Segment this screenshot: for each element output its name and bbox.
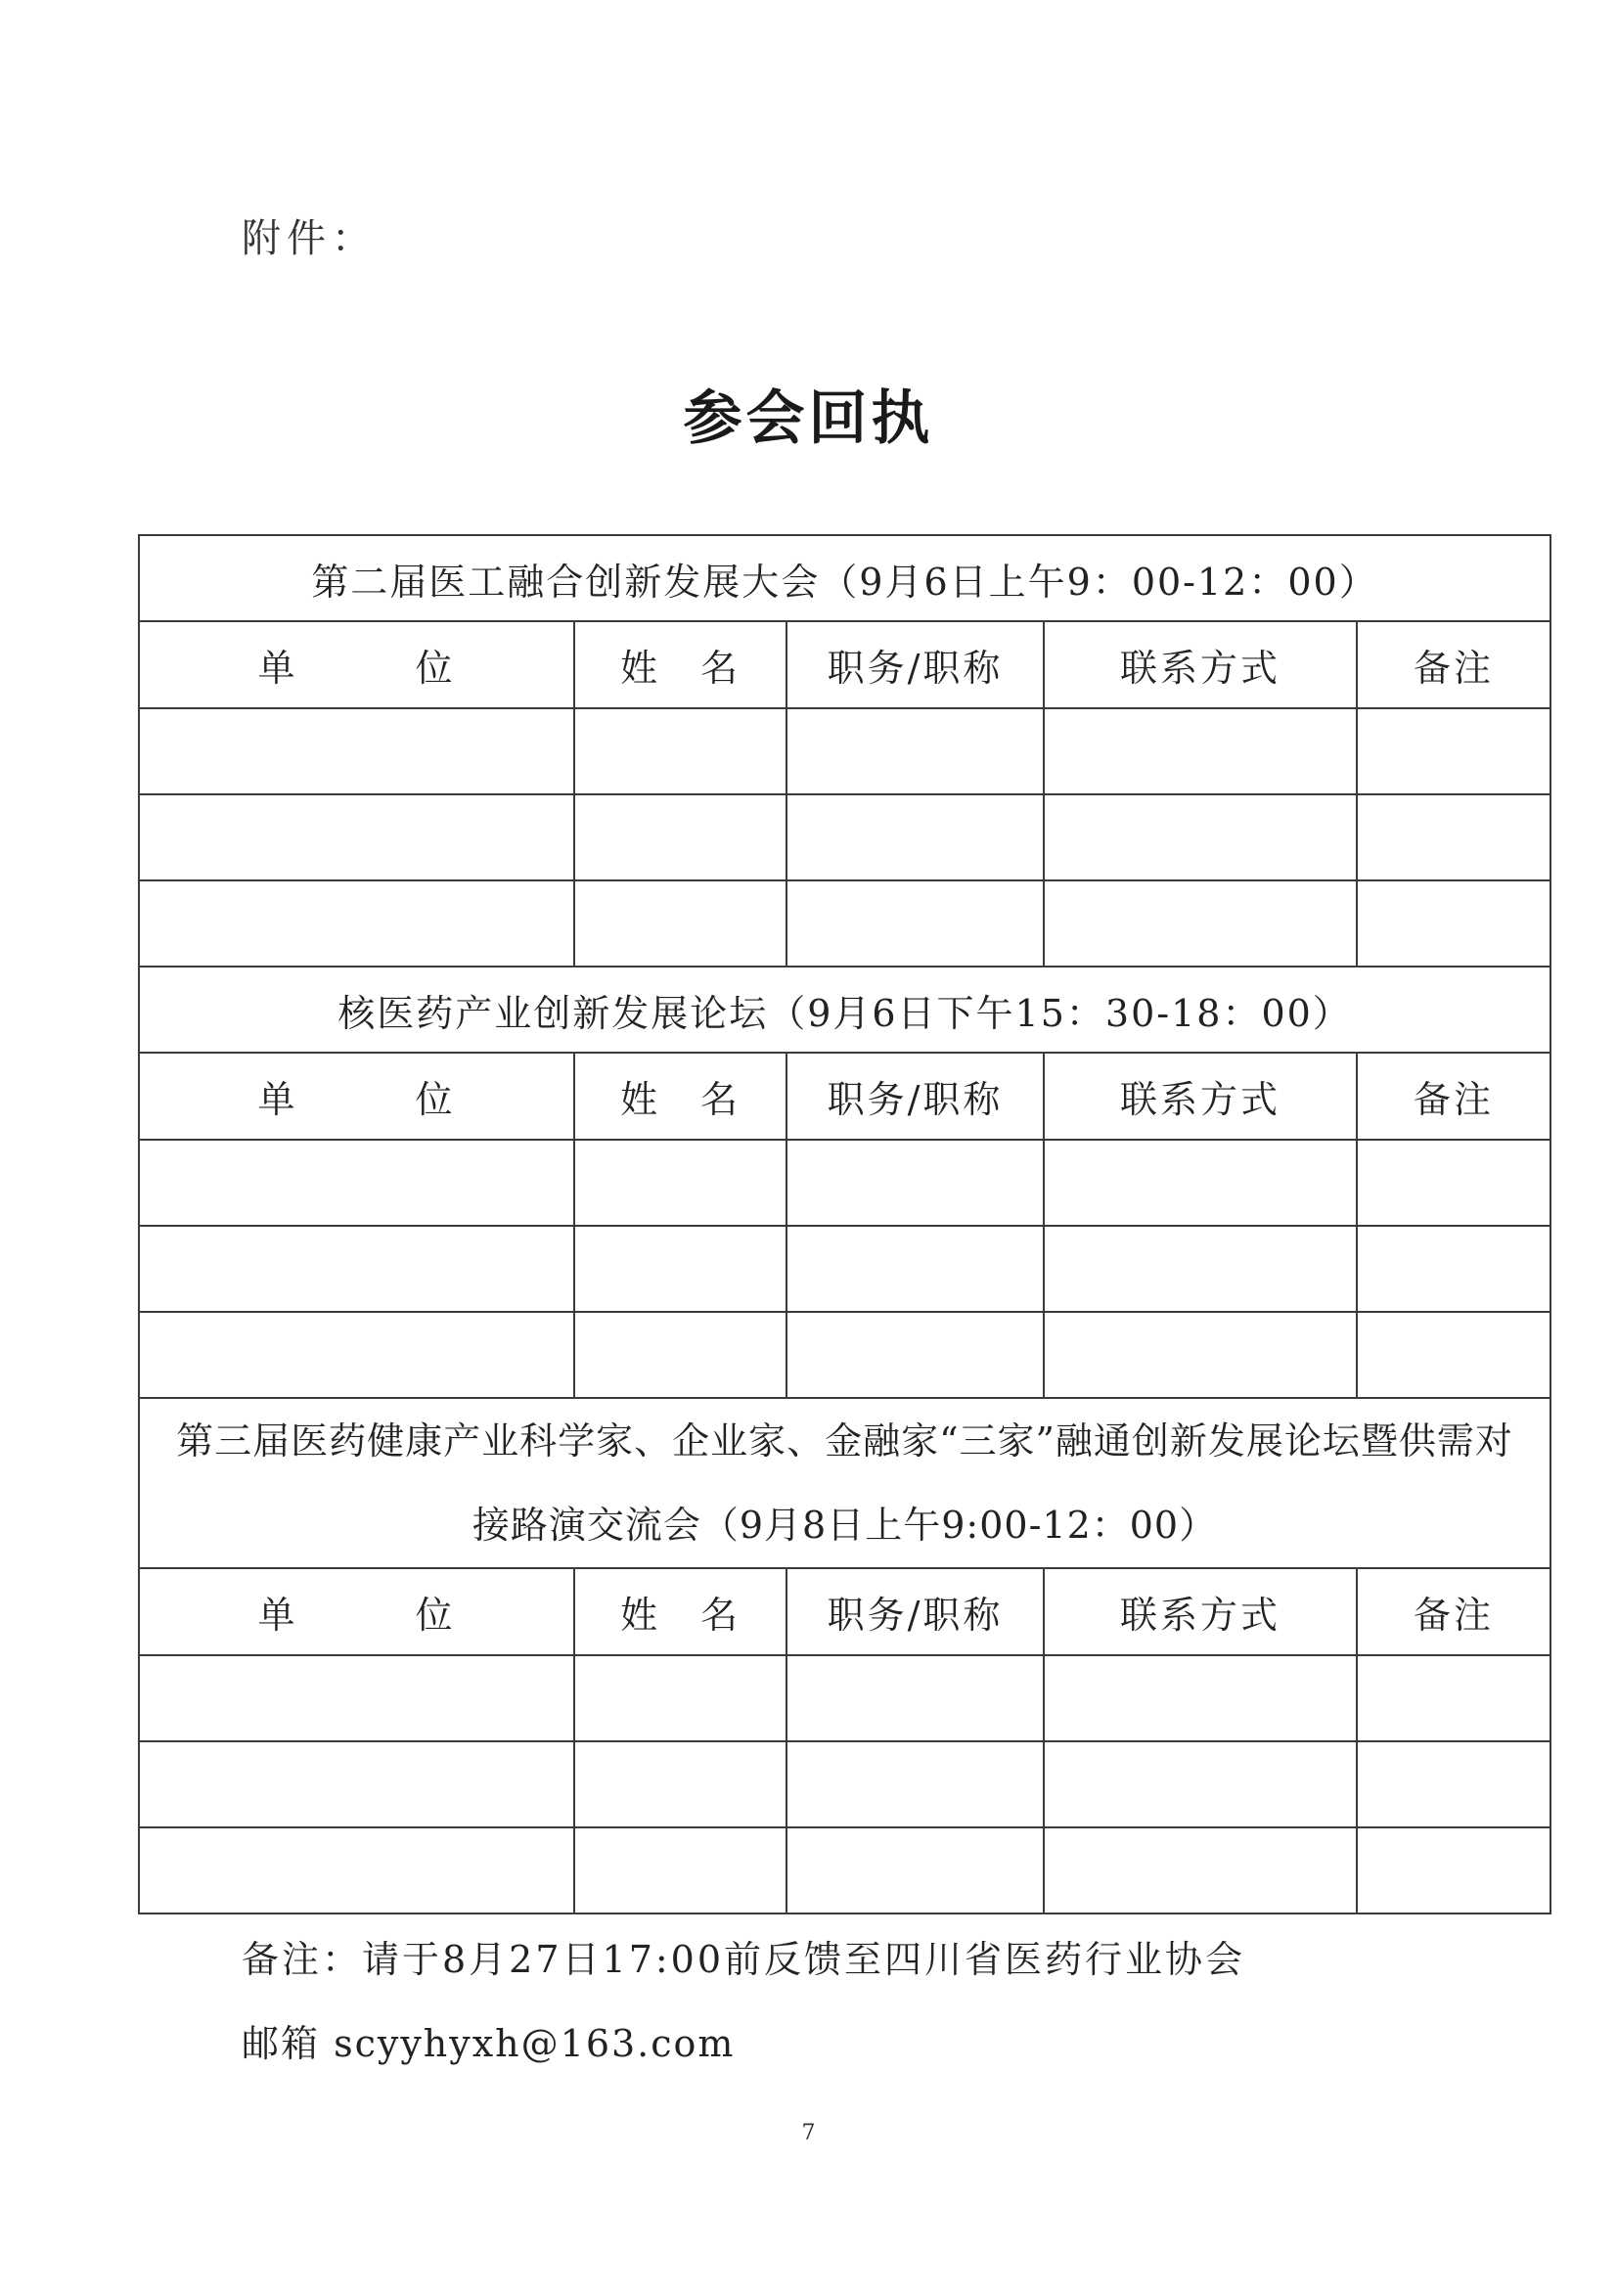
table-row bbox=[139, 1741, 1550, 1827]
name-cell[interactable] bbox=[574, 1226, 786, 1312]
session-2-header-row bbox=[139, 1053, 1550, 1140]
unit-cell[interactable] bbox=[139, 1655, 574, 1741]
position-cell[interactable] bbox=[786, 880, 1044, 967]
remark-cell[interactable] bbox=[1357, 880, 1550, 967]
position-cell[interactable] bbox=[786, 1312, 1044, 1398]
registration-receipt-table bbox=[138, 534, 1551, 1914]
name-cell[interactable] bbox=[574, 1312, 786, 1398]
submission-note: 备注：请于8月27日17:00前反馈至四川省医药行业协会 bbox=[242, 1938, 1246, 1981]
attachment-label: 附件： bbox=[242, 216, 377, 261]
name-cell[interactable] bbox=[574, 880, 786, 967]
position-cell[interactable] bbox=[786, 1140, 1044, 1226]
remark-cell[interactable] bbox=[1357, 1827, 1550, 1913]
remark-cell[interactable] bbox=[1357, 1140, 1550, 1226]
session-1-header-row bbox=[139, 621, 1550, 708]
position-cell[interactable] bbox=[786, 794, 1044, 880]
name-cell[interactable] bbox=[574, 1741, 786, 1827]
name-cell[interactable] bbox=[574, 708, 786, 794]
header-remark: 备注 bbox=[1357, 1568, 1550, 1655]
unit-cell[interactable] bbox=[139, 794, 574, 880]
session-1-title: 第二届医工融合创新发展大会（9月6日上午9：00-12：00） bbox=[139, 535, 1550, 621]
position-cell[interactable] bbox=[786, 1655, 1044, 1741]
session-1-title-row bbox=[139, 535, 1550, 621]
contact-cell[interactable] bbox=[1044, 794, 1357, 880]
header-unit: 单 位 bbox=[139, 1568, 574, 1655]
header-name: 姓 名 bbox=[574, 621, 786, 708]
table-row bbox=[139, 794, 1550, 880]
contact-cell[interactable] bbox=[1044, 880, 1357, 967]
contact-cell[interactable] bbox=[1044, 1655, 1357, 1741]
table-row bbox=[139, 708, 1550, 794]
session-2-title-row bbox=[139, 967, 1550, 1053]
table-row bbox=[139, 1140, 1550, 1226]
contact-email[interactable]: 邮箱 scyyhyxh@163.com bbox=[242, 2022, 736, 2065]
session-3-title-line-1: 第三届医药健康产业科学家、企业家、金融家“三家”融通创新发展论坛暨供需对 bbox=[176, 1419, 1513, 1463]
header-position: 职务/职称 bbox=[786, 621, 1044, 708]
remark-cell[interactable] bbox=[1357, 1312, 1550, 1398]
name-cell[interactable] bbox=[574, 1827, 786, 1913]
name-cell[interactable] bbox=[574, 794, 786, 880]
session-3-title bbox=[139, 1398, 1550, 1568]
position-cell[interactable] bbox=[786, 1741, 1044, 1827]
remark-cell[interactable] bbox=[1357, 1655, 1550, 1741]
contact-cell[interactable] bbox=[1044, 708, 1357, 794]
remark-cell[interactable] bbox=[1357, 1741, 1550, 1827]
remark-cell[interactable] bbox=[1357, 794, 1550, 880]
header-remark: 备注 bbox=[1357, 621, 1550, 708]
header-contact: 联系方式 bbox=[1044, 1568, 1357, 1655]
session-3-title-line-2: 接路演交流会（9月8日上午9:00-12：00） bbox=[472, 1504, 1218, 1547]
table-row bbox=[139, 1312, 1550, 1398]
session-3-header-row bbox=[139, 1568, 1550, 1655]
contact-cell[interactable] bbox=[1044, 1312, 1357, 1398]
header-unit: 单 位 bbox=[139, 621, 574, 708]
remark-cell[interactable] bbox=[1357, 708, 1550, 794]
session-2-title: 核医药产业创新发展论坛（9月6日下午15：30-18：00） bbox=[139, 967, 1550, 1053]
header-position: 职务/职称 bbox=[786, 1053, 1044, 1140]
name-cell[interactable] bbox=[574, 1140, 786, 1226]
unit-cell[interactable] bbox=[139, 1140, 574, 1226]
header-remark: 备注 bbox=[1357, 1053, 1550, 1140]
session-3-title-row bbox=[139, 1398, 1550, 1568]
unit-cell[interactable] bbox=[139, 880, 574, 967]
header-position: 职务/职称 bbox=[786, 1568, 1044, 1655]
page-number: 7 bbox=[801, 2121, 816, 2145]
unit-cell[interactable] bbox=[139, 1312, 574, 1398]
header-contact: 联系方式 bbox=[1044, 1053, 1357, 1140]
unit-cell[interactable] bbox=[139, 1827, 574, 1913]
position-cell[interactable] bbox=[786, 1827, 1044, 1913]
page-title: 参会回执 bbox=[683, 384, 934, 453]
remark-cell[interactable] bbox=[1357, 1226, 1550, 1312]
header-name: 姓 名 bbox=[574, 1053, 786, 1140]
table-row bbox=[139, 1655, 1550, 1741]
contact-cell[interactable] bbox=[1044, 1140, 1357, 1226]
contact-cell[interactable] bbox=[1044, 1226, 1357, 1312]
name-cell[interactable] bbox=[574, 1655, 786, 1741]
position-cell[interactable] bbox=[786, 708, 1044, 794]
position-cell[interactable] bbox=[786, 1226, 1044, 1312]
contact-cell[interactable] bbox=[1044, 1741, 1357, 1827]
unit-cell[interactable] bbox=[139, 1226, 574, 1312]
table-row bbox=[139, 1226, 1550, 1312]
unit-cell[interactable] bbox=[139, 1741, 574, 1827]
contact-cell[interactable] bbox=[1044, 1827, 1357, 1913]
header-unit: 单 位 bbox=[139, 1053, 574, 1140]
header-contact: 联系方式 bbox=[1044, 621, 1357, 708]
table-row bbox=[139, 1827, 1550, 1913]
table-row bbox=[139, 880, 1550, 967]
header-name: 姓 名 bbox=[574, 1568, 786, 1655]
unit-cell[interactable] bbox=[139, 708, 574, 794]
